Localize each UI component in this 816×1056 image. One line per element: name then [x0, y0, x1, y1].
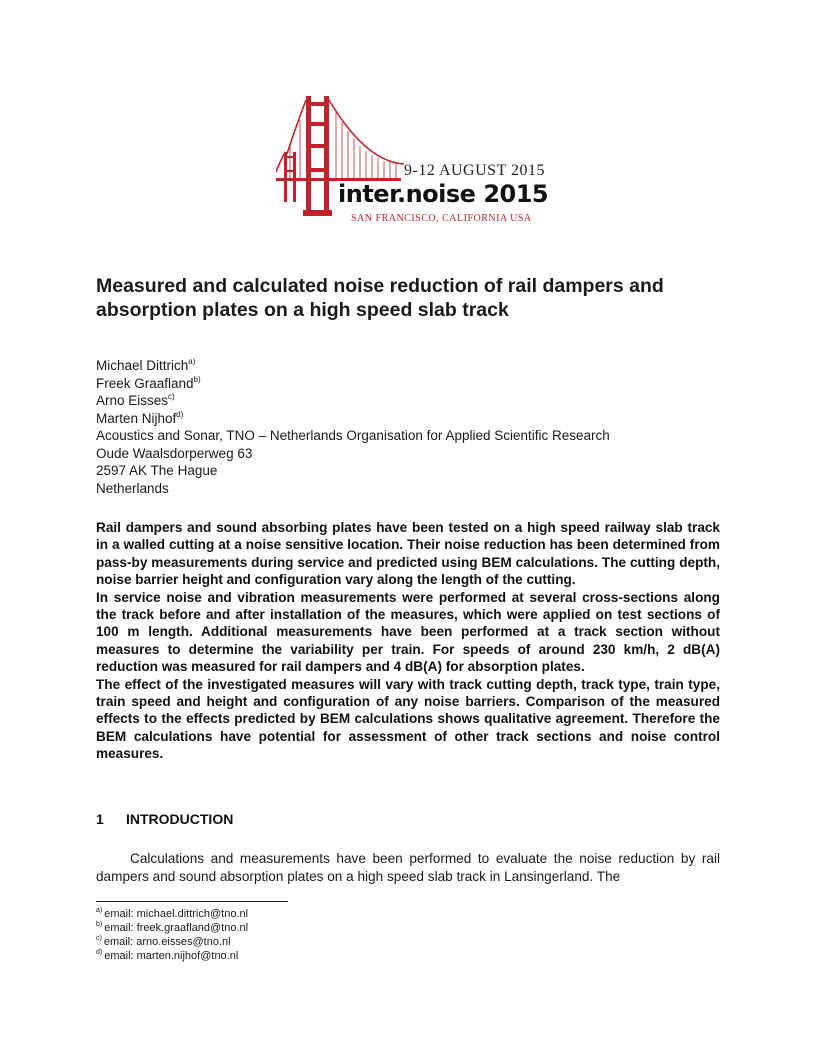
footnote-email: email: freek.graafland@tno.nl [104, 922, 249, 934]
author-block [96, 357, 610, 497]
footnote [96, 907, 248, 921]
abstract-paragraph: In service noise and vibration measurements were performed at several cross-sections along the track before and after installation of the measures, which were applied on test sections of 100 m length. Additional measurements have been performed at a track section without measures to determine the variability per train. For speeds of around 230 km/h, 2 dB(A) reduction was measured for rail dampers and 4 dB(A) for absorption plates. [96, 589, 720, 675]
conference-logo [276, 92, 549, 232]
address-line: Netherlands [96, 480, 169, 496]
author-mark: c) [168, 392, 175, 401]
address-line: Oude Waalsdorperweg 63 [96, 445, 253, 461]
footnote [96, 949, 248, 963]
footnote [96, 921, 248, 935]
conference-date: 9-12 AUGUST 2015 [404, 162, 546, 179]
footnote-mark: a) [96, 907, 103, 914]
abstract-paragraph: Rail dampers and sound absorbing plates have been tested on a high speed railway slab track in a walled cutting at a noise sensitive location. Their noise reduction has been determined from pass-by measurements during service and predicted using BEM calculations. The cutting depth, noise barrier height and configuration vary along the length of the cutting. [96, 520, 720, 588]
footnote-mark: b) [96, 921, 103, 928]
author-mark: a) [188, 357, 196, 366]
author-name: Arno Eisses [96, 393, 169, 408]
footnote-mark: c) [96, 935, 102, 942]
footnote-email: email: marten.nijhof@tno.nl [104, 950, 239, 962]
author-name: Freek Graafland [96, 375, 194, 391]
author-mark: d) [176, 409, 184, 419]
abstract-paragraph: The effect of the investigated measures will vary with track cutting depth, track type, train type, train speed and height and configuration of any noise barriers. Comparison of the measured effects to the effects predicted by BEM calculations shows qualitative agreement. Therefore the BEM calculations have potential for assessment of other track sections and noise control measures. [96, 676, 720, 762]
author-line [96, 392, 610, 410]
section-title: INTRODUCTION [126, 811, 234, 827]
conference-location: SAN FRANCISCO, CALIFORNIA USA [351, 213, 532, 224]
abstract [96, 519, 720, 763]
footnote-email: email: arno.eisses@tno.nl [103, 936, 231, 948]
footnote [96, 935, 248, 949]
author-line [96, 410, 610, 428]
section-number: 1 [96, 811, 104, 827]
author-name: Michael Dittrich [96, 358, 189, 373]
paper-title: Measured and calculated noise reduction of rail dampers and absorption plates on a high speed slab track [96, 275, 664, 321]
author-line [96, 375, 610, 393]
footnotes [96, 907, 248, 963]
conference-brand: inter.noise 2015 [338, 180, 549, 208]
footnote-mark: d) [96, 949, 103, 956]
intro-paragraph: Calculations and measurements have been performed to evaluate the noise reduction by rail dampers and sound absorption plates on a high speed slab track in Lansingerland. The [96, 851, 720, 884]
affiliation-line: Acoustics and Sonar, TNO – Netherlands Organisation for Applied Scientific Research [96, 428, 610, 443]
address-line: 2597 AK The Hague [96, 463, 218, 478]
author-line [96, 357, 610, 375]
author-mark: b) [193, 374, 201, 384]
section-heading [96, 811, 233, 827]
author-name: Marten Nijhof [96, 410, 177, 426]
footnote-email: email: michael.dittrich@tno.nl [104, 908, 249, 920]
footnote-divider [96, 901, 288, 902]
